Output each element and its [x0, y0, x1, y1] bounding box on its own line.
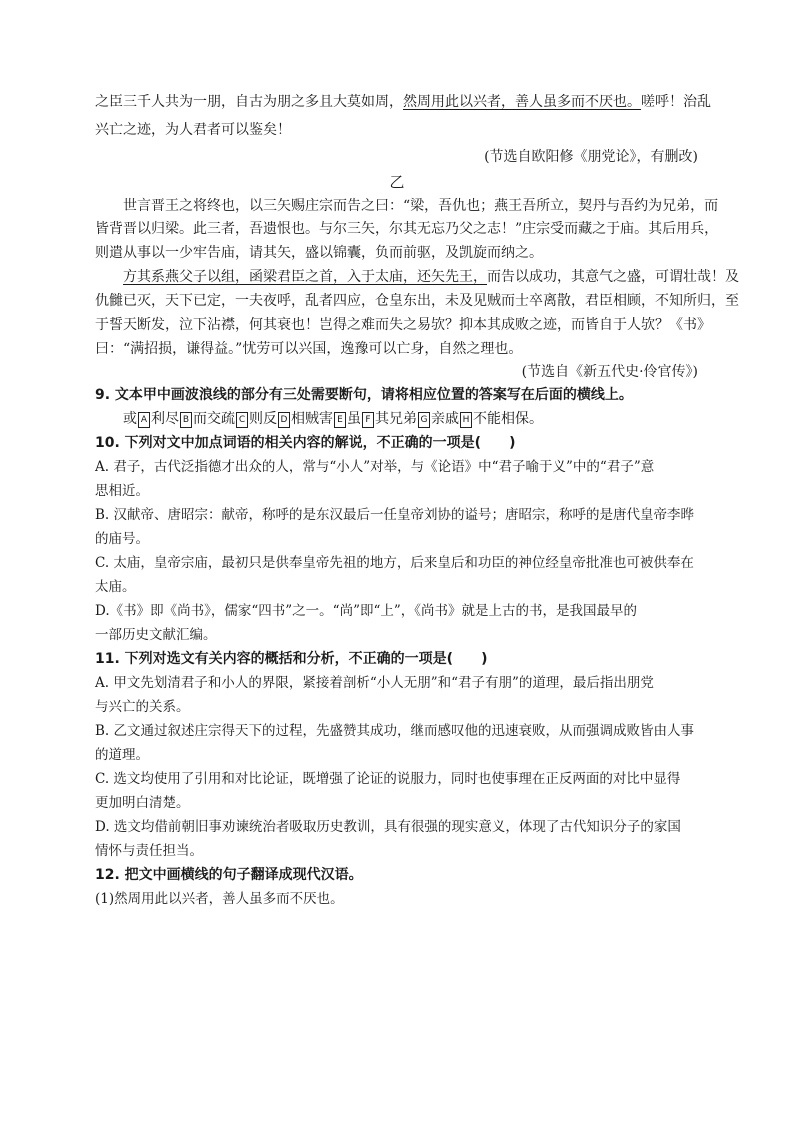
q10-option-a-cont: 思相近。 — [95, 483, 149, 499]
break-box-c[interactable]: C — [236, 412, 248, 428]
underlined-sentence-1: 然周用此以兴者，善人虽多而不厌也。 — [403, 94, 641, 110]
yi-p1-line-1: 世言晋王之将终也，以三矢赐庄宗而告之曰：“梁，吾仇也；燕王吾所立，契丹与吾约为兄弟，而 — [123, 198, 719, 214]
q11-option-d-cont: 情怀与责任担当。 — [95, 843, 203, 859]
yi-p1-line-3: 则遣从事以一少牢告庙，请其矢，盛以锦囊，负而前驱，及凯旋而纳之。 — [95, 245, 543, 261]
yi-source: (节选自《新五代史·伶官传》) — [521, 364, 698, 380]
break-box-f[interactable]: F — [362, 412, 374, 428]
q10-option-c: C. 太庙，皇帝宗庙，最初只是供奉皇帝先祖的地方，后来皇后和功臣的神位经皇帝批准也可被供奉在 — [95, 555, 694, 571]
q12-stem: 12. 把文中画横线的句子翻译成现代汉语。 — [95, 867, 363, 883]
break-box-e[interactable]: E — [334, 412, 346, 428]
yi-p2-line-3: 于誓天断发，泣下沾襟，何其衰也！岂得之难而失之易欤？抑本其成败之迹，而皆自于人欤？《书》 — [95, 317, 711, 333]
q11-option-a: A. 甲文先划清君子和小人的界限，紧接着剖析“小人无朋”和“君子有朋”的道理，最后指出朋党 — [95, 675, 654, 691]
q10-option-c-cont: 太庙。 — [95, 579, 136, 595]
yi-heading: 乙 — [389, 173, 405, 191]
break-box-d[interactable]: D — [278, 412, 290, 428]
jia-source: (节选自欧阳修《朋党论》，有删改) — [484, 149, 698, 165]
q11-stem: 11. 下列对选文有关内容的概括和分析，不正确的一项是( ) — [95, 651, 488, 667]
q10-option-b: B. 汉献帝、唐昭宗：献帝，称呼的是东汉最后一任皇帝刘协的谥号；唐昭宗，称呼的是唐代皇帝李晔 — [95, 507, 695, 523]
q11-option-b-cont: 的道理。 — [95, 747, 149, 763]
q10-stem: 10. 下列对文中加点词语的相关内容的解说，不正确的一项是( ) — [95, 435, 516, 451]
q10-option-d: D.《书》即《尚书》，儒家“四书”之一。“尚”即“上”，《尚书》就是上古的书，是我国最早的 — [95, 603, 638, 619]
yi-p2-line-4: 曰：“满招损，谦得益。”忧劳可以兴国，逸豫可以亡身，自然之理也。 — [95, 341, 523, 357]
yi-p1-line-2: 皆背晋以归梁。此三者，吾遗恨也。与尔三矢，尔其无忘乃父之志！”庄宗受而藏之于庙。其后用兵， — [95, 221, 719, 237]
q11-option-a-cont: 与兴亡的关系。 — [95, 699, 190, 715]
q9-options: 或 A 利尽 B 而交疏 C 则反 D 相贼害 E 虽 F 其兄弟 G 亲戚 H 不能相保。 — [123, 411, 543, 427]
q11-option-c-cont: 更加明白清楚。 — [95, 795, 190, 811]
break-box-h[interactable]: H — [460, 412, 472, 428]
yi-p2-line-1 — [123, 267, 739, 287]
q9-stem: 9. 文本甲中画波浪线的部分有三处需要断句，请将相应位置的答案写在后面的横线上。 — [95, 387, 633, 403]
jia-line-1 — [95, 92, 711, 112]
jia-text: 嗟呼！治乱 — [641, 94, 711, 110]
break-box-g[interactable]: G — [418, 412, 430, 428]
q11-option-b: B. 乙文通过叙述庄宗得天下的过程，先盛赞其成功，继而感叹他的迅速衰败，从而强调成败皆由人事 — [95, 723, 695, 739]
jia-line-2: 兴亡之迹，为人君者可以鉴矣！ — [95, 122, 291, 138]
q11-option-d: D. 选文均借前朝旧事劝谏统治者吸取历史教训，具有很强的现实意义，体现了古代知识分子的家国 — [95, 819, 681, 835]
jia-text: 之臣三千人共为一朋，自古为朋之多且大莫如周， — [95, 94, 403, 110]
q10-option-a: A. 君子，古代泛指德才出众的人，常与“小人”对举，与《论语》中“君子喻于义”中的“君子”意 — [95, 459, 655, 475]
break-box-a[interactable]: A — [138, 412, 150, 428]
q10-option-b-cont: 的庙号。 — [95, 531, 149, 547]
q10-option-d-cont: 一部历史文献汇编。 — [95, 627, 217, 643]
q11-option-c: C. 选文均使用了引用和对比论证，既增强了论证的说服力，同时也使事理在正反两面的对比中显得 — [95, 771, 681, 787]
yi-p2-line-2: 仇雠已灭，天下已定，一夫夜呼，乱者四应，仓皇东出，未及见贼而士卒离散，君臣相顾，不知所归，至 — [95, 293, 739, 309]
underlined-sentence-2: 方其系燕父子以组，函梁君臣之首，入于太庙，还矢先王， — [123, 269, 487, 285]
yi-text: 而告以成功，其意气之盛，可谓壮哉！及 — [487, 269, 739, 285]
break-box-b[interactable]: B — [180, 412, 192, 428]
q12-item-1: (1)然周用此以兴者，善人虽多而不厌也。 — [95, 891, 344, 907]
